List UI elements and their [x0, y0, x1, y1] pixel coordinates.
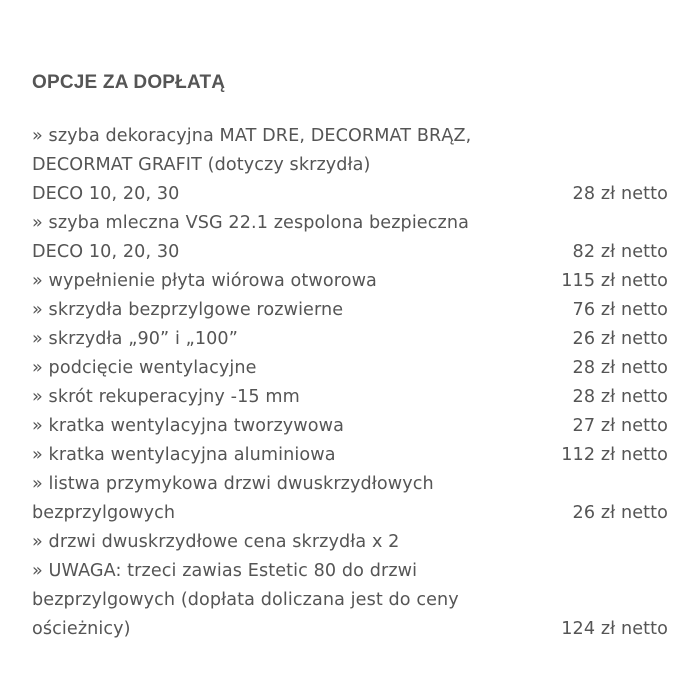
option-line: » drzwi dwuskrzydłowe cena skrzydła x 2 — [32, 532, 400, 552]
list-item — [32, 267, 668, 296]
section-heading: OPCJE ZA DOPŁATĄ — [32, 72, 226, 93]
option-description — [32, 412, 532, 441]
option-line: » podcięcie wentylacyjne — [32, 358, 257, 378]
option-line: DECO 10, 20, 30 — [32, 242, 180, 262]
option-description — [32, 122, 532, 209]
option-description — [32, 296, 532, 325]
option-line: ościeżnicy) — [32, 619, 131, 639]
option-price: 76 zł netto — [572, 300, 668, 320]
option-description — [32, 354, 532, 383]
option-line: » UWAGA: trzeci zawias Estetic 80 do drzwi — [32, 561, 418, 581]
option-price: 82 zł netto — [572, 242, 668, 262]
option-price: 112 zł netto — [561, 445, 668, 465]
option-line: » wypełnienie płyta wiórowa otworowa — [32, 271, 377, 291]
option-line: bezprzylgowych (dopłata doliczana jest do ceny — [32, 590, 459, 610]
option-line: » szyba mleczna VSG 22.1 zespolona bezpieczna — [32, 213, 469, 233]
option-price: 115 zł netto — [561, 271, 668, 291]
option-line: DECO 10, 20, 30 — [32, 184, 180, 204]
option-description — [32, 325, 532, 354]
option-line: » listwa przymykowa drzwi dwuskrzydłowych — [32, 474, 434, 494]
option-description — [32, 528, 532, 557]
list-item — [32, 557, 668, 644]
option-price: 124 zł netto — [561, 619, 668, 639]
option-line: » skrót rekuperacyjny -15 mm — [32, 387, 300, 407]
option-description — [32, 267, 532, 296]
list-item — [32, 441, 668, 470]
list-item — [32, 354, 668, 383]
option-description — [32, 441, 532, 470]
list-item — [32, 470, 668, 528]
option-description — [32, 470, 532, 528]
option-price: 28 zł netto — [572, 358, 668, 378]
option-line: DECORMAT GRAFIT (dotyczy skrzydła) — [32, 155, 371, 175]
option-line: » kratka wentylacyjna tworzywowa — [32, 416, 345, 436]
option-price: 28 zł netto — [572, 184, 668, 204]
option-description — [32, 557, 532, 644]
list-item — [32, 412, 668, 441]
option-price: 27 zł netto — [572, 416, 668, 436]
list-item — [32, 528, 668, 557]
option-line: bezprzylgowych — [32, 503, 176, 523]
list-item — [32, 383, 668, 412]
option-line: » skrzydła „90” i „100” — [32, 329, 238, 349]
option-line: » kratka wentylacyjna aluminiowa — [32, 445, 336, 465]
option-price: 26 zł netto — [572, 329, 668, 349]
option-line: » szyba dekoracyjna MAT DRE, DECORMAT BRĄZ, — [32, 126, 472, 146]
list-item — [32, 209, 668, 267]
option-price: 28 zł netto — [572, 387, 668, 407]
option-description — [32, 383, 532, 412]
option-line: » skrzydła bezprzylgowe rozwierne — [32, 300, 344, 320]
options-list — [32, 122, 668, 644]
option-description — [32, 209, 532, 267]
list-item — [32, 122, 668, 209]
list-item — [32, 296, 668, 325]
list-item — [32, 325, 668, 354]
option-price: 26 zł netto — [572, 503, 668, 523]
